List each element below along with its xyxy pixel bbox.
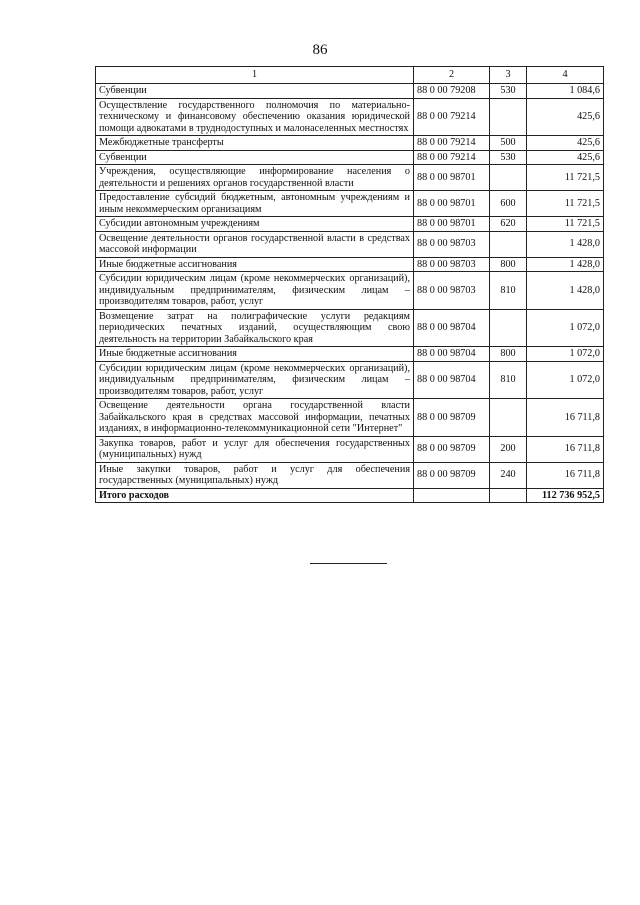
row-name: Субсидии автономным учреждениям [96,217,414,232]
row-name: Субсидии юридическим лицам (кроме некоммерческих организаций), индивидуальным предпринимателям, физическим лицам – производителям товаров, работ, услуг [96,272,414,310]
row-sum: 11 721,5 [527,191,604,217]
row-vr: 620 [490,217,527,232]
row-code: 88 0 00 98709 [414,399,490,437]
table-row [96,84,604,99]
row-sum: 1 072,0 [527,361,604,399]
row-code: 88 0 00 98704 [414,361,490,399]
table-row [96,150,604,165]
page-number: 86 [312,42,328,58]
row-code: 88 0 00 98703 [414,272,490,310]
row-code: 88 0 00 98701 [414,165,490,191]
row-vr [490,98,527,136]
table-row [96,98,604,136]
row-code: 88 0 00 79214 [414,150,490,165]
row-vr [490,309,527,347]
row-vr: 530 [490,84,527,99]
row-vr: 810 [490,361,527,399]
budget-table [95,66,604,503]
row-name: Учреждения, осуществляющие информирование населения о деятельности и решениях органов государственной власти [96,165,414,191]
header-col-code: 2 [414,67,490,84]
row-sum: 1 428,0 [527,231,604,257]
row-vr: 800 [490,347,527,362]
table-row [96,361,604,399]
row-vr [490,165,527,191]
total-row [96,488,604,503]
total-vr [490,488,527,503]
row-name: Освещение деятельности органов государственной власти в средствах массовой информации [96,231,414,257]
row-name: Возмещение затрат на полиграфические услуги редакциям периодических печатных изданий, осуществляющим свою деятельность на территории Забайкальского края [96,309,414,347]
row-vr: 240 [490,462,527,488]
row-name: Иные бюджетные ассигнования [96,257,414,272]
row-sum: 16 711,8 [527,462,604,488]
row-code: 88 0 00 98703 [414,257,490,272]
row-code: 88 0 00 79214 [414,98,490,136]
end-of-document-rule [310,563,387,564]
total-code [414,488,490,503]
header-col-vr: 3 [490,67,527,84]
table-row [96,462,604,488]
table-row [96,231,604,257]
row-code: 88 0 00 98709 [414,436,490,462]
header-col-name: 1 [96,67,414,84]
row-vr: 500 [490,136,527,151]
row-sum: 16 711,8 [527,399,604,437]
row-code: 88 0 00 79214 [414,136,490,151]
row-code: 88 0 00 98704 [414,309,490,347]
row-code: 88 0 00 79208 [414,84,490,99]
row-code: 88 0 00 98703 [414,231,490,257]
row-sum: 1 072,0 [527,309,604,347]
row-vr: 810 [490,272,527,310]
row-sum: 425,6 [527,98,604,136]
row-vr: 600 [490,191,527,217]
row-sum: 425,6 [527,150,604,165]
header-col-sum: 4 [527,67,604,84]
row-code: 88 0 00 98701 [414,191,490,217]
row-vr: 200 [490,436,527,462]
table-row [96,217,604,232]
row-name: Субсидии юридическим лицам (кроме некоммерческих организаций), индивидуальным предпринимателям, физическим лицам – производителям товаров, работ, услуг [96,361,414,399]
row-name: Предоставление субсидий бюджетным, автономным учреждениям и иным некоммерческим организациям [96,191,414,217]
table-row [96,347,604,362]
row-sum: 425,6 [527,136,604,151]
row-sum: 1 084,6 [527,84,604,99]
row-sum: 1 072,0 [527,347,604,362]
row-name: Иные закупки товаров, работ и услуг для обеспечения государственных (муниципальных) нужд [96,462,414,488]
row-code: 88 0 00 98701 [414,217,490,232]
total-sum: 112 736 952,5 [527,488,604,503]
row-name: Субвенции [96,150,414,165]
table-row [96,136,604,151]
table-row [96,272,604,310]
table-row [96,257,604,272]
row-name: Освещение деятельности органа государственной власти Забайкальского края в средствах массовой информации, печатных изданиях, в информационно-телекоммуникационной сети "Интернет" [96,399,414,437]
row-name: Осуществление государственного полномочия по материально-техническому и финансовому обеспечению оказания юридической помощи адвокатами в труднодоступных и малонаселенных местностях [96,98,414,136]
row-name: Субвенции [96,84,414,99]
row-vr: 800 [490,257,527,272]
table-row [96,191,604,217]
header-row [96,67,604,84]
row-code: 88 0 00 98704 [414,347,490,362]
total-label: Итого расходов [96,488,414,503]
table-row [96,436,604,462]
table-row [96,309,604,347]
table-row [96,399,604,437]
row-code: 88 0 00 98709 [414,462,490,488]
row-vr: 530 [490,150,527,165]
row-name: Иные бюджетные ассигнования [96,347,414,362]
row-name: Закупка товаров, работ и услуг для обеспечения государственных (муниципальных) нужд [96,436,414,462]
row-vr [490,399,527,437]
row-sum: 1 428,0 [527,257,604,272]
row-sum: 11 721,5 [527,165,604,191]
row-vr [490,231,527,257]
row-sum: 16 711,8 [527,436,604,462]
row-name: Межбюджетные трансферты [96,136,414,151]
table-row [96,165,604,191]
row-sum: 11 721,5 [527,217,604,232]
row-sum: 1 428,0 [527,272,604,310]
